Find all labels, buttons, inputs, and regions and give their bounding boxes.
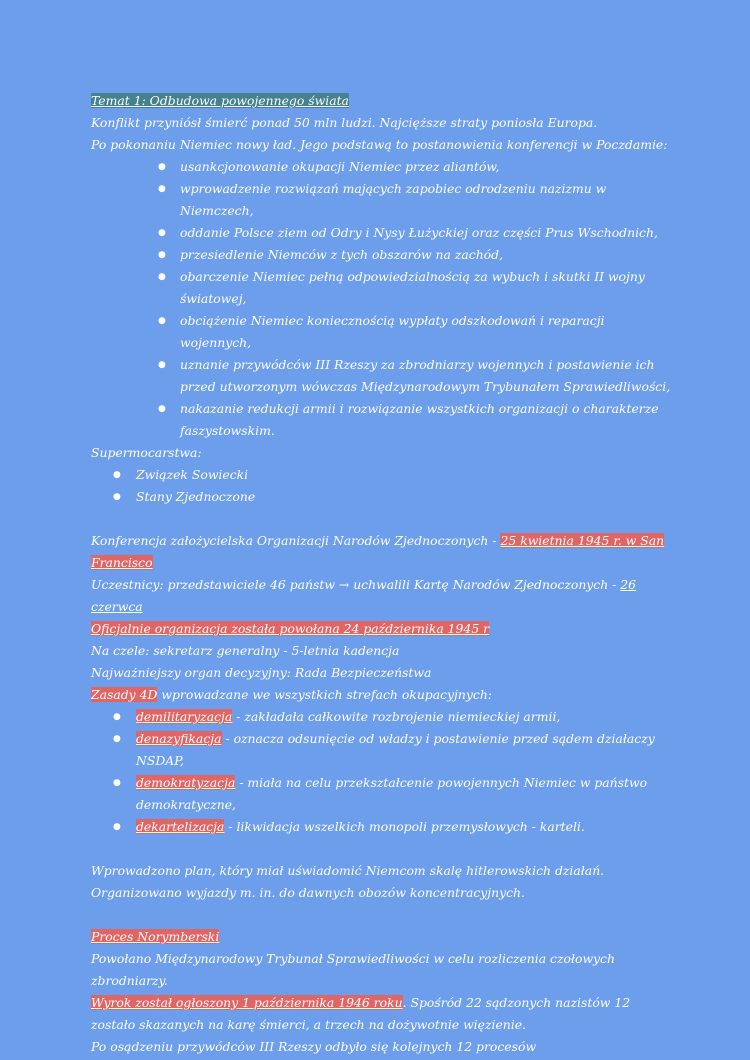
un-participants-prefix: Uczestnicy: przedstawiciele 46 państw → uchwalili Kartę Narodów Zjednoczonych -: [91, 577, 621, 592]
un-participants-line: [91, 574, 671, 618]
list-item: [91, 816, 671, 838]
rule-desc: - zakładała całkowite rozbrojenie niemieckiej armii,: [232, 709, 561, 724]
un-official-line: [91, 618, 671, 640]
un-rules-rest: wprowadzane we wszystkich strefach okupacyjnych:: [157, 687, 492, 702]
rule-term: demilitaryzacja: [136, 709, 233, 724]
rule-term: denazyfikacja: [136, 731, 222, 746]
list-item: ● przesiedlenie Niemców z tych obszarów na zachód,: [91, 244, 671, 266]
plan-line-2: Organizowano wyjazdy m. in. do dawnych obozów koncentracyjnych.: [91, 885, 525, 900]
rule-desc: - miała na celu przekształcenie powojennych Niemiec w państwo demokratyczne,: [136, 775, 648, 812]
nuremberg-verdict: Wyrok został ogłoszony 1 października 1946 roku: [91, 995, 403, 1010]
list-item: ● Związek Sowiecki: [91, 464, 671, 486]
nuremberg-title-line: [91, 926, 671, 948]
list-item: ● obarczenie Niemiec pełną odpowiedzialnością za wybuch i skutki II wojny światowej,: [91, 266, 671, 310]
spacer: [91, 904, 671, 926]
spacer: [91, 838, 671, 860]
list-item: ● nakazanie redukcji armii i rozwiązanie wszystkich organizacji o charakterze faszystowskim.: [91, 398, 671, 442]
list-item: [91, 728, 671, 772]
list-item: ● usankcjonowanie okupacji Niemiec przez aliantów,: [91, 156, 671, 178]
list-item: ● wprowadzenie rozwiązań mających zapobiec odrodzeniu nazizmu w Niemczech,: [91, 178, 671, 222]
list-item: [91, 772, 671, 816]
list-item: [91, 706, 671, 728]
un-conference-prefix: Konferencja założycielska Organizacji Narodów Zjednoczonych -: [91, 533, 501, 548]
potsdam-list: [91, 156, 671, 442]
un-rules-line: [91, 684, 671, 706]
un-official: Oficjalnie organizacja została powołana 24 października 1945 r: [91, 621, 490, 636]
topic-title: Temat 1: Odbudowa powojennego świata: [91, 93, 349, 108]
nuremberg-line-1: Powołano Międzynarodowy Trybunał Sprawiedliwości w celu rozliczenia czołowych zbrodniarzy.: [91, 951, 615, 988]
superpowers-list: [91, 464, 671, 508]
topic-title-line: [91, 90, 671, 112]
topic-line-2: Po pokonaniu Niemiec nowy ład. Jego podstawą to postanowienia konferencji w Poczdamie:: [91, 137, 668, 152]
list-item: ● Stany Zjednoczone: [91, 486, 671, 508]
un-participants-date: 26 czerwca: [91, 577, 637, 614]
rule-term: demokratyzacja: [136, 775, 236, 790]
un-head: Na czele: sekretarz generalny - 5-letnia kadencja: [91, 643, 400, 658]
rules-list: [91, 706, 671, 838]
nuremberg-last: Po osądzeniu przywódców III Rzeszy odbyło się kolejnych 12 procesów: [91, 1039, 537, 1054]
spacer: [91, 508, 671, 530]
rule-desc: - likwidacja wszelkich monopoli przemysłowych - karteli.: [224, 819, 585, 834]
list-item: ● oddanie Polsce ziem od Odry i Nysy Łużyckiej oraz części Prus Wschodnich,: [91, 222, 671, 244]
nuremberg-verdict-rest: . Spośród 22 sądzonych nazistów 12 zostało skazanych na karę śmierci, a trzech na dożywotnie więzienie.: [91, 995, 631, 1032]
topic-line-1: Konflikt przyniósł śmierć ponad 50 mln ludzi. Najcięższe straty poniosła Europa.: [91, 115, 598, 130]
un-rules-highlight: Zasady 4D: [91, 687, 158, 702]
un-organ: Najważniejszy organ decyzyjny: Rada Bezpieczeństwa: [91, 665, 432, 680]
list-item: ● uznanie przywódców III Rzeszy za zbrodniarzy wojennych i postawienie ich przed utworzonym wówczas Międzynarodowym Trybunałem Sprawiedliwości,: [91, 354, 671, 398]
list-item: ● obciążenie Niemiec koniecznością wypłaty odszkodowań i reparacji wojennych,: [91, 310, 671, 354]
plan-line-1: Wprowadzono plan, który miał uświadomić Niemcom skalę hitlerowskich działań.: [91, 863, 605, 878]
nuremberg-title: Proces Norymberski: [91, 929, 220, 944]
un-conference-date: 25 kwietnia 1945 r. w San Francisco: [91, 533, 665, 570]
rule-term: dekartelizacja: [136, 819, 225, 834]
notes-content: [91, 90, 671, 1058]
rule-desc: - oznacza odsunięcie od władzy i postawienie przed sądem działaczy NSDAP,: [136, 731, 655, 768]
superpowers-label: Supermocarstwa:: [91, 445, 202, 460]
un-conference-line: [91, 530, 671, 574]
nuremberg-verdict-line: [91, 992, 671, 1036]
